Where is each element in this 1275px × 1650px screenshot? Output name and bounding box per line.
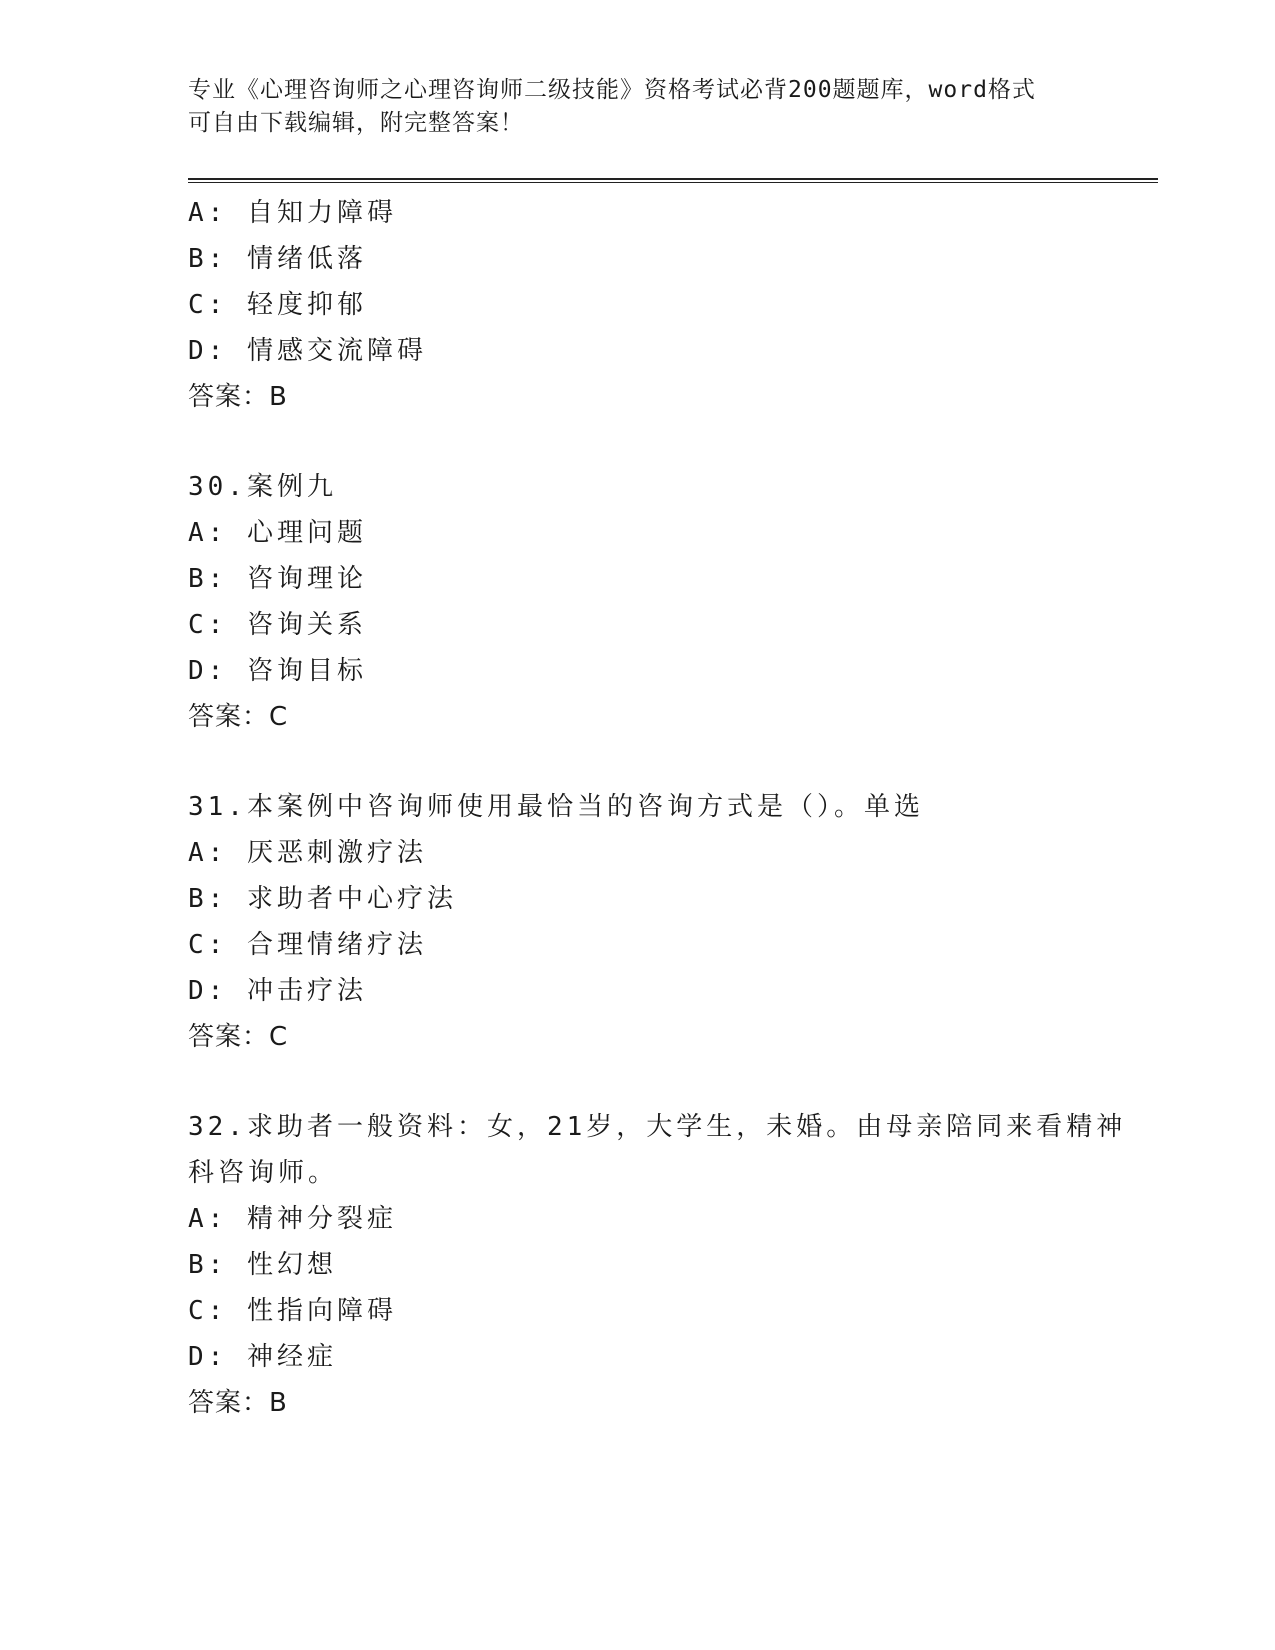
option-b: B: 求助者中心疗法 (188, 884, 457, 914)
answer-line: 答案：C (188, 702, 289, 732)
option-b: B: 情绪低落 (188, 244, 367, 274)
option-d: D: 情感交流障碍 (188, 336, 427, 366)
option-a: A: 自知力障碍 (188, 198, 397, 228)
header-title-line-2: 可自由下载编辑，附完整答案！ (188, 110, 524, 136)
header-divider (188, 178, 1158, 183)
question-stem-line-2: 科咨询师。 (188, 1158, 339, 1188)
option-c: C: 轻度抑郁 (188, 290, 367, 320)
option-b: B: 性幻想 (188, 1250, 337, 1280)
option-a: A: 精神分裂症 (188, 1204, 397, 1234)
question-continued (188, 190, 1088, 420)
question-31 (188, 784, 1088, 1060)
option-a: A: 厌恶刺激疗法 (188, 838, 427, 868)
option-d: D: 咨询目标 (188, 656, 367, 686)
question-stem-line-1: 32.求助者一般资料：女，21岁，大学生，未婚。由母亲陪同来看精神 (188, 1112, 1127, 1142)
answer-line: 答案：C (188, 1022, 289, 1052)
question-list (188, 190, 1127, 1426)
answer-line: 答案：B (188, 382, 288, 412)
option-b: B: 咨询理论 (188, 564, 367, 594)
question-stem: 31.本案例中咨询师使用最恰当的咨询方式是（）。单选 (188, 792, 924, 822)
option-c: C: 合理情绪疗法 (188, 930, 427, 960)
option-c: C: 性指向障碍 (188, 1296, 397, 1326)
answer-line: 答案：B (188, 1388, 288, 1418)
question-30 (188, 464, 1088, 740)
document-header (188, 74, 1078, 140)
option-a: A: 心理问题 (188, 518, 367, 548)
question-stem: 30.案例九 (188, 472, 337, 502)
option-d: D: 神经症 (188, 1342, 337, 1372)
question-32 (188, 1104, 1127, 1426)
option-d: D: 冲击疗法 (188, 976, 367, 1006)
option-c: C: 咨询关系 (188, 610, 367, 640)
header-title-line-1: 专业《心理咨询师之心理咨询师二级技能》资格考试必背200题题库，word格式 (188, 77, 1036, 103)
